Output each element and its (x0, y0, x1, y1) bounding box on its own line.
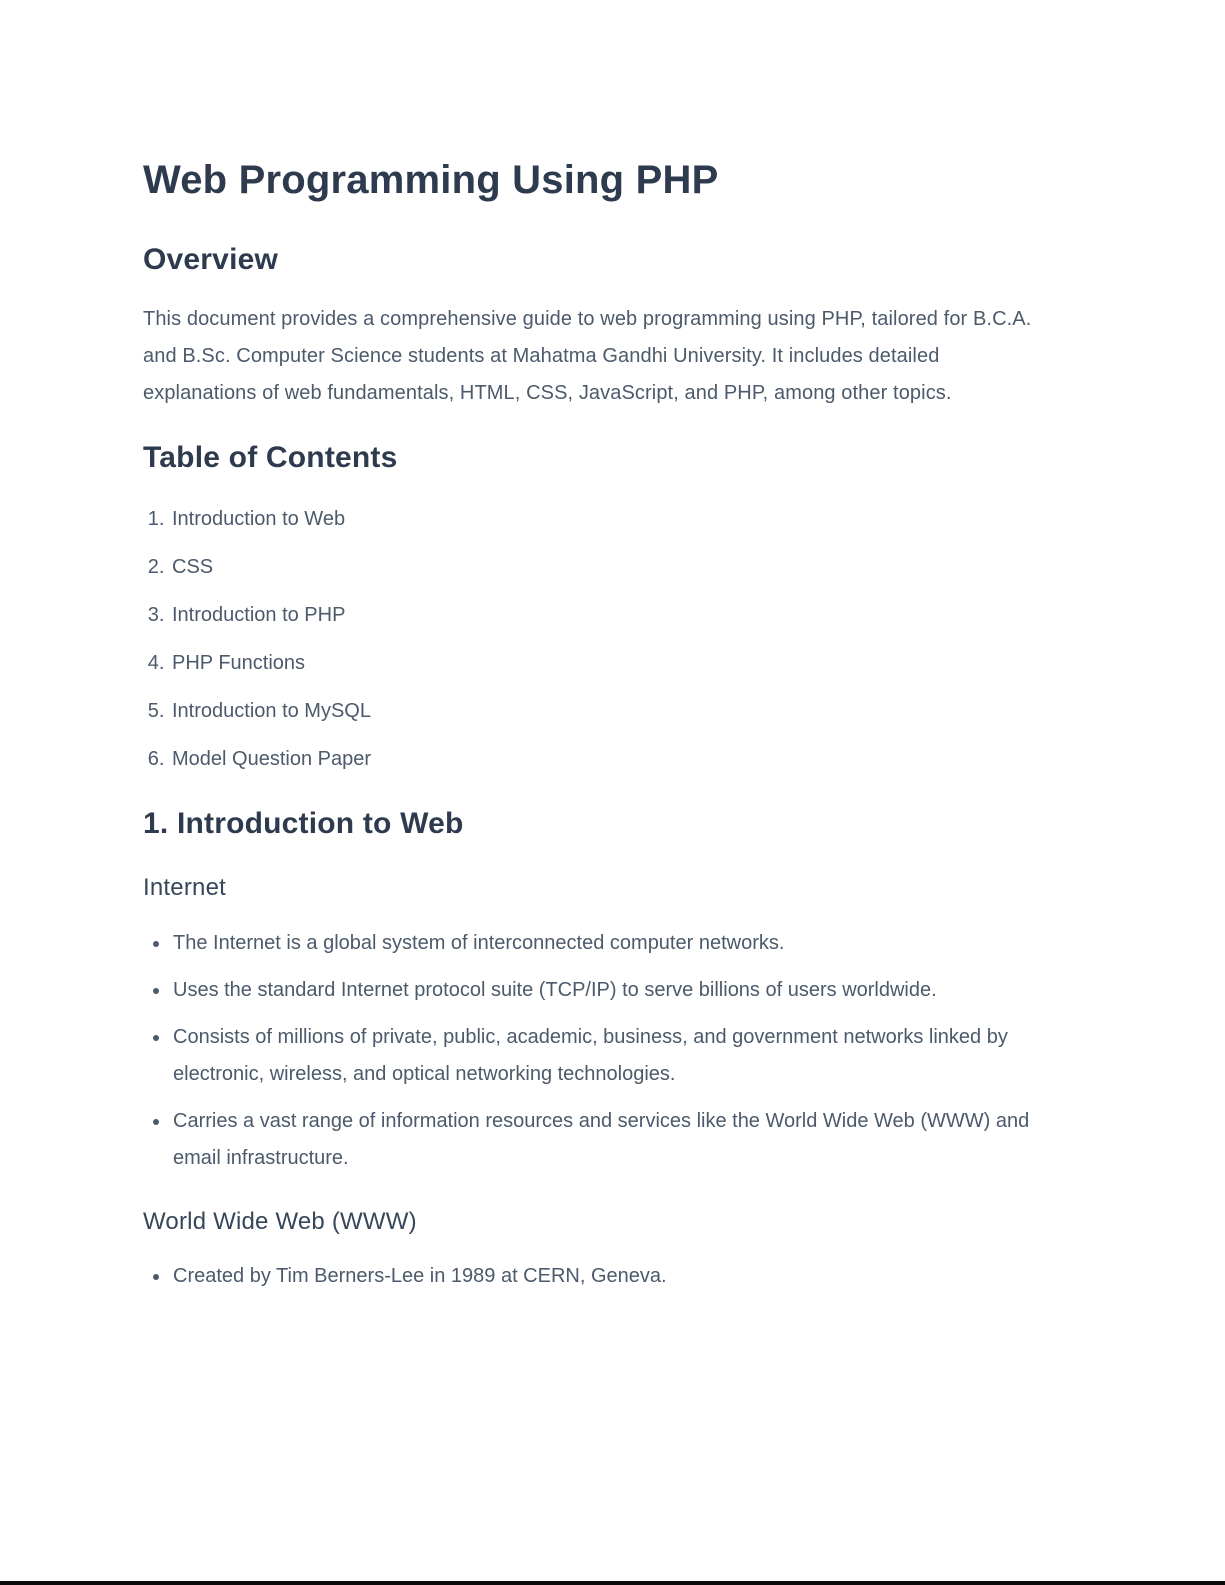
www-heading: World Wide Web (WWW) (143, 1207, 417, 1235)
bottom-edge-bar (0, 1581, 1225, 1585)
document-content (143, 0, 1048, 1305)
bullet-item: • The Internet is a global system of interconnected computer networks. (171, 925, 1048, 962)
toc-item: 4. PHP Functions (170, 645, 1048, 682)
bullet-item: • Carries a vast range of information resources and services like the World Wide Web (WWW) and email infrastructure. (171, 1103, 1048, 1177)
bullet-item: • Uses the standard Internet protocol suite (TCP/IP) to serve billions of users worldwide. (171, 972, 1048, 1009)
toc-item: 6. Model Question Paper (170, 741, 1048, 778)
toc-item: 3. Introduction to PHP (170, 597, 1048, 634)
toc-heading: Table of Contents (143, 441, 398, 474)
toc-item: 5. Introduction to MySQL (170, 693, 1048, 730)
section-1-heading: 1. Introduction to Web (143, 807, 464, 840)
page-title: Web Programming Using PHP (143, 158, 719, 202)
bullet-item: • Created by Tim Berners-Lee in 1989 at CERN, Geneva. (171, 1258, 1048, 1295)
internet-bullet-list (143, 925, 1048, 1177)
overview-paragraph: This document provides a comprehensive guide to web programming using PHP, tailored for B.C.A. and B.Sc. Computer Science students at Mahatma Gandhi University. It includes detailed explanations of web fundamentals, HTML, CSS, JavaScript, and PHP, among other topics. (143, 308, 1032, 404)
bullet-item: • Consists of millions of private, public, academic, business, and government networks linked by electronic, wireless, and optical networking technologies. (171, 1019, 1048, 1093)
toc-item: 1. Introduction to Web (170, 501, 1048, 538)
overview-heading: Overview (143, 243, 279, 276)
toc-item: 2. CSS (170, 549, 1048, 586)
www-bullet-list (143, 1258, 1048, 1295)
internet-heading: Internet (143, 874, 226, 901)
toc-list (143, 501, 1048, 778)
